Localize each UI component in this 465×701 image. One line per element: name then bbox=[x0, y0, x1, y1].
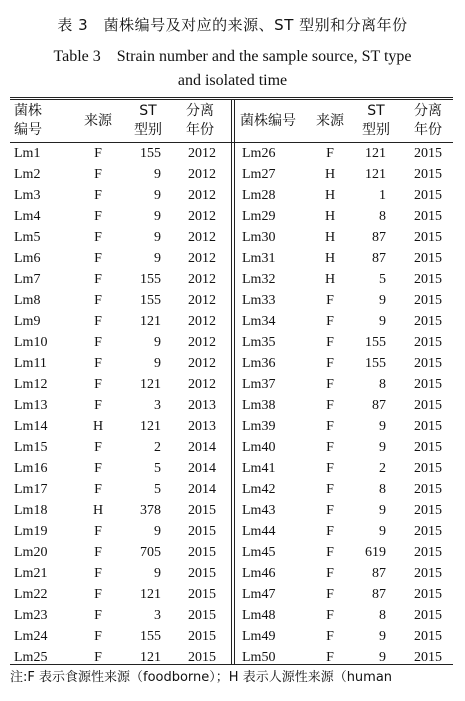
header-st-type-left bbox=[128, 101, 168, 141]
header-st-line2: 型别 bbox=[134, 122, 162, 138]
cell-year: 2012 bbox=[188, 272, 216, 287]
cell-source: F bbox=[94, 272, 102, 287]
cell-strain: Lm5 bbox=[14, 230, 41, 245]
cell-st-type: 8 bbox=[379, 482, 386, 497]
cell-year: 2014 bbox=[188, 461, 216, 476]
table-row bbox=[0, 185, 465, 206]
cell-source: F bbox=[94, 650, 102, 665]
cell-source: F bbox=[94, 440, 102, 455]
header-year-line1: 分离 bbox=[186, 103, 214, 119]
cell-strain: Lm10 bbox=[14, 335, 48, 350]
table-row bbox=[0, 563, 465, 584]
cell-source: H bbox=[324, 209, 336, 224]
cell-source: H bbox=[324, 167, 336, 182]
cell-year: 2015 bbox=[188, 503, 216, 518]
cell-source: F bbox=[326, 629, 334, 644]
cell-year: 2015 bbox=[414, 545, 442, 560]
cell-st-type: 9 bbox=[154, 209, 161, 224]
cell-source: F bbox=[326, 356, 334, 371]
cell-st-type: 87 bbox=[372, 566, 386, 581]
cell-st-type: 9 bbox=[379, 293, 386, 308]
cell-st-type: 121 bbox=[140, 650, 161, 665]
cell-strain: Lm36 bbox=[242, 356, 276, 371]
cell-year: 2015 bbox=[414, 503, 442, 518]
cell-source: F bbox=[94, 146, 102, 161]
table-row bbox=[0, 542, 465, 563]
cell-source: F bbox=[94, 167, 102, 182]
cell-source: F bbox=[94, 545, 102, 560]
cell-st-type: 9 bbox=[379, 440, 386, 455]
cell-source: F bbox=[326, 650, 334, 665]
cell-st-type: 121 bbox=[140, 377, 161, 392]
cell-st-type: 87 bbox=[372, 587, 386, 602]
table-row bbox=[0, 311, 465, 332]
header-year-line2: 年份 bbox=[414, 122, 442, 138]
cell-strain: Lm15 bbox=[14, 440, 48, 455]
table-row bbox=[0, 164, 465, 185]
cell-strain: Lm44 bbox=[242, 524, 276, 539]
table-body bbox=[0, 143, 465, 668]
cell-year: 2015 bbox=[414, 356, 442, 371]
table-row bbox=[0, 437, 465, 458]
cell-source: F bbox=[94, 335, 102, 350]
cell-year: 2012 bbox=[188, 356, 216, 371]
cell-year: 2012 bbox=[188, 230, 216, 245]
cell-source: F bbox=[94, 356, 102, 371]
cell-source: F bbox=[326, 545, 334, 560]
cell-year: 2012 bbox=[188, 335, 216, 350]
header-year-line2: 年份 bbox=[186, 122, 214, 138]
cell-strain: Lm16 bbox=[14, 461, 48, 476]
cell-year: 2015 bbox=[414, 440, 442, 455]
cell-st-type: 378 bbox=[140, 503, 161, 518]
table-row bbox=[0, 143, 465, 164]
table-row bbox=[0, 416, 465, 437]
cell-st-type: 155 bbox=[140, 293, 161, 308]
table-row bbox=[0, 647, 465, 668]
cell-strain: Lm14 bbox=[14, 419, 48, 434]
cell-st-type: 121 bbox=[140, 314, 161, 329]
cell-st-type: 9 bbox=[154, 167, 161, 182]
cell-source: F bbox=[94, 524, 102, 539]
header-source-left bbox=[78, 101, 118, 141]
cell-st-type: 121 bbox=[140, 587, 161, 602]
cell-strain: Lm23 bbox=[14, 608, 48, 623]
cell-st-type: 619 bbox=[365, 545, 386, 560]
cell-strain: Lm20 bbox=[14, 545, 48, 560]
header-strain-number-right bbox=[240, 101, 308, 141]
header-year-left bbox=[180, 101, 220, 141]
cell-strain: Lm24 bbox=[14, 629, 48, 644]
cell-year: 2012 bbox=[188, 251, 216, 266]
cell-strain: Lm32 bbox=[242, 272, 276, 287]
cell-source: F bbox=[326, 566, 334, 581]
cell-strain: Lm29 bbox=[242, 209, 276, 224]
cell-year: 2015 bbox=[188, 629, 216, 644]
cell-st-type: 155 bbox=[365, 356, 386, 371]
cell-source: H bbox=[324, 188, 336, 203]
table-footnote: 注:F 表示食源性来源（foodborne）；H 表示人源性来源（human bbox=[10, 670, 393, 685]
cell-strain: Lm27 bbox=[242, 167, 276, 182]
cell-source: F bbox=[326, 461, 334, 476]
table-row bbox=[0, 626, 465, 647]
table-row bbox=[0, 395, 465, 416]
cell-year: 2014 bbox=[188, 482, 216, 497]
cell-st-type: 3 bbox=[154, 398, 161, 413]
cell-st-type: 8 bbox=[379, 377, 386, 392]
cell-source: F bbox=[326, 482, 334, 497]
cell-source: F bbox=[326, 335, 334, 350]
cell-source: F bbox=[326, 608, 334, 623]
cell-st-type: 5 bbox=[379, 272, 386, 287]
cell-year: 2013 bbox=[188, 419, 216, 434]
cell-strain: Lm9 bbox=[14, 314, 41, 329]
cell-strain: Lm43 bbox=[242, 503, 276, 518]
cell-strain: Lm40 bbox=[242, 440, 276, 455]
cell-st-type: 9 bbox=[154, 188, 161, 203]
cell-st-type: 87 bbox=[372, 398, 386, 413]
table-row bbox=[0, 227, 465, 248]
table-row bbox=[0, 269, 465, 290]
cell-source: F bbox=[326, 587, 334, 602]
cell-year: 2015 bbox=[188, 566, 216, 581]
cell-strain: Lm42 bbox=[242, 482, 276, 497]
cell-year: 2015 bbox=[414, 650, 442, 665]
header-year-right bbox=[408, 101, 448, 141]
cell-strain: Lm25 bbox=[14, 650, 48, 665]
cell-strain: Lm39 bbox=[242, 419, 276, 434]
table-row bbox=[0, 290, 465, 311]
cell-source: F bbox=[94, 377, 102, 392]
cell-strain: Lm34 bbox=[242, 314, 276, 329]
cell-st-type: 705 bbox=[140, 545, 161, 560]
cell-strain: Lm21 bbox=[14, 566, 48, 581]
cell-year: 2015 bbox=[414, 419, 442, 434]
cell-source: F bbox=[326, 377, 334, 392]
cell-strain: Lm3 bbox=[14, 188, 41, 203]
header-st-type-right bbox=[356, 101, 396, 141]
cell-source: F bbox=[94, 293, 102, 308]
cell-source: F bbox=[94, 461, 102, 476]
cell-year: 2015 bbox=[414, 629, 442, 644]
cell-strain: Lm50 bbox=[242, 650, 276, 665]
header-source-label: 来源 bbox=[316, 112, 344, 129]
table-row bbox=[0, 353, 465, 374]
cell-st-type: 1 bbox=[379, 188, 386, 203]
cell-st-type: 9 bbox=[154, 566, 161, 581]
cell-st-type: 9 bbox=[154, 230, 161, 245]
cell-st-type: 5 bbox=[154, 461, 161, 476]
cell-year: 2015 bbox=[188, 650, 216, 665]
cell-st-type: 9 bbox=[379, 524, 386, 539]
cell-year: 2015 bbox=[414, 398, 442, 413]
cell-year: 2015 bbox=[414, 209, 442, 224]
cell-year: 2015 bbox=[414, 461, 442, 476]
cell-strain: Lm26 bbox=[242, 146, 276, 161]
cell-year: 2015 bbox=[414, 335, 442, 350]
cell-st-type: 9 bbox=[154, 251, 161, 266]
cell-source: F bbox=[94, 566, 102, 581]
header-strain-line2: 编号 bbox=[14, 122, 42, 138]
cell-strain: Lm38 bbox=[242, 398, 276, 413]
header-st-line1: ST bbox=[367, 103, 385, 119]
cell-strain: Lm33 bbox=[242, 293, 276, 308]
cell-source: H bbox=[324, 251, 336, 266]
table-row bbox=[0, 206, 465, 227]
cell-strain: Lm13 bbox=[14, 398, 48, 413]
cell-st-type: 155 bbox=[140, 272, 161, 287]
cell-source: F bbox=[94, 209, 102, 224]
cell-year: 2014 bbox=[188, 440, 216, 455]
table-top-rule bbox=[10, 97, 453, 98]
cell-strain: Lm41 bbox=[242, 461, 276, 476]
cell-year: 2015 bbox=[414, 314, 442, 329]
cell-year: 2015 bbox=[414, 188, 442, 203]
cell-year: 2015 bbox=[414, 377, 442, 392]
cell-st-type: 9 bbox=[379, 503, 386, 518]
cell-source: H bbox=[92, 419, 104, 434]
header-st-line1: ST bbox=[139, 103, 157, 119]
cell-strain: Lm48 bbox=[242, 608, 276, 623]
cell-year: 2015 bbox=[414, 167, 442, 182]
cell-strain: Lm19 bbox=[14, 524, 48, 539]
cell-source: F bbox=[326, 503, 334, 518]
cell-st-type: 8 bbox=[379, 209, 386, 224]
table-row bbox=[0, 458, 465, 479]
cell-year: 2012 bbox=[188, 293, 216, 308]
table-row bbox=[0, 605, 465, 626]
cell-st-type: 9 bbox=[379, 650, 386, 665]
cell-st-type: 2 bbox=[154, 440, 161, 455]
cell-strain: Lm6 bbox=[14, 251, 41, 266]
cell-st-type: 3 bbox=[154, 608, 161, 623]
header-st-line2: 型别 bbox=[362, 122, 390, 138]
header-strain-label: 菌株编号 bbox=[240, 112, 296, 129]
cell-strain: Lm28 bbox=[242, 188, 276, 203]
cell-strain: Lm12 bbox=[14, 377, 48, 392]
cell-st-type: 8 bbox=[379, 608, 386, 623]
cell-strain: Lm8 bbox=[14, 293, 41, 308]
cell-year: 2012 bbox=[188, 314, 216, 329]
cell-source: H bbox=[324, 272, 336, 287]
cell-year: 2015 bbox=[414, 587, 442, 602]
cell-source: F bbox=[94, 188, 102, 203]
cell-source: F bbox=[326, 524, 334, 539]
cell-year: 2015 bbox=[188, 524, 216, 539]
cell-st-type: 87 bbox=[372, 230, 386, 245]
table-title-english-line1: Table 3 Strain number and the sample source, ST type bbox=[53, 48, 412, 65]
cell-strain: Lm31 bbox=[242, 251, 276, 266]
cell-st-type: 121 bbox=[140, 419, 161, 434]
header-source-right bbox=[310, 101, 350, 141]
cell-year: 2015 bbox=[414, 230, 442, 245]
header-strain-line1: 菌株 bbox=[14, 103, 42, 119]
table-row bbox=[0, 500, 465, 521]
cell-year: 2012 bbox=[188, 377, 216, 392]
cell-st-type: 87 bbox=[372, 251, 386, 266]
cell-strain: Lm7 bbox=[14, 272, 41, 287]
cell-strain: Lm47 bbox=[242, 587, 276, 602]
cell-year: 2012 bbox=[188, 209, 216, 224]
cell-year: 2013 bbox=[188, 398, 216, 413]
cell-year: 2015 bbox=[188, 587, 216, 602]
cell-year: 2015 bbox=[414, 482, 442, 497]
cell-source: F bbox=[94, 314, 102, 329]
cell-strain: Lm49 bbox=[242, 629, 276, 644]
cell-year: 2015 bbox=[414, 524, 442, 539]
table-row bbox=[0, 521, 465, 542]
cell-source: F bbox=[326, 146, 334, 161]
cell-st-type: 9 bbox=[379, 419, 386, 434]
cell-st-type: 9 bbox=[154, 524, 161, 539]
cell-st-type: 155 bbox=[140, 629, 161, 644]
cell-strain: Lm45 bbox=[242, 545, 276, 560]
cell-st-type: 2 bbox=[379, 461, 386, 476]
table-row bbox=[0, 374, 465, 395]
cell-source: F bbox=[94, 629, 102, 644]
table-row bbox=[0, 479, 465, 500]
cell-source: F bbox=[94, 482, 102, 497]
cell-strain: Lm30 bbox=[242, 230, 276, 245]
cell-year: 2015 bbox=[414, 293, 442, 308]
cell-year: 2012 bbox=[188, 167, 216, 182]
cell-source: F bbox=[94, 251, 102, 266]
cell-strain: Lm37 bbox=[242, 377, 276, 392]
cell-year: 2015 bbox=[414, 272, 442, 287]
cell-strain: Lm18 bbox=[14, 503, 48, 518]
header-year-line1: 分离 bbox=[414, 103, 442, 119]
cell-strain: Lm11 bbox=[14, 356, 47, 371]
cell-st-type: 9 bbox=[379, 629, 386, 644]
cell-source: F bbox=[326, 440, 334, 455]
cell-st-type: 121 bbox=[365, 146, 386, 161]
cell-year: 2015 bbox=[414, 566, 442, 581]
cell-st-type: 155 bbox=[140, 146, 161, 161]
cell-year: 2015 bbox=[188, 545, 216, 560]
cell-strain: Lm35 bbox=[242, 335, 276, 350]
cell-source: H bbox=[92, 503, 104, 518]
cell-source: F bbox=[94, 230, 102, 245]
cell-year: 2015 bbox=[188, 608, 216, 623]
cell-year: 2015 bbox=[414, 251, 442, 266]
cell-year: 2015 bbox=[414, 146, 442, 161]
cell-year: 2015 bbox=[414, 608, 442, 623]
cell-st-type: 121 bbox=[365, 167, 386, 182]
table-title-chinese: 表 3 菌株编号及对应的来源、ST 型别和分离年份 bbox=[57, 16, 408, 34]
cell-strain: Lm22 bbox=[14, 587, 48, 602]
table-row bbox=[0, 248, 465, 269]
table-row bbox=[0, 584, 465, 605]
cell-source: F bbox=[326, 314, 334, 329]
cell-strain: Lm17 bbox=[14, 482, 48, 497]
cell-source: F bbox=[94, 608, 102, 623]
cell-source: F bbox=[326, 293, 334, 308]
header-source-label: 来源 bbox=[84, 112, 112, 129]
cell-st-type: 9 bbox=[154, 356, 161, 371]
cell-source: F bbox=[94, 398, 102, 413]
cell-source: F bbox=[326, 419, 334, 434]
header-strain-number-left bbox=[14, 101, 58, 141]
cell-strain: Lm2 bbox=[14, 167, 41, 182]
cell-strain: Lm1 bbox=[14, 146, 41, 161]
cell-source: H bbox=[324, 230, 336, 245]
cell-year: 2012 bbox=[188, 188, 216, 203]
cell-source: F bbox=[326, 398, 334, 413]
cell-st-type: 155 bbox=[365, 335, 386, 350]
cell-st-type: 9 bbox=[379, 314, 386, 329]
cell-strain: Lm46 bbox=[242, 566, 276, 581]
table-title-english-line2: and isolated time bbox=[177, 72, 288, 89]
cell-st-type: 9 bbox=[154, 335, 161, 350]
cell-strain: Lm4 bbox=[14, 209, 41, 224]
cell-year: 2012 bbox=[188, 146, 216, 161]
cell-st-type: 5 bbox=[154, 482, 161, 497]
table-row bbox=[0, 332, 465, 353]
cell-source: F bbox=[94, 587, 102, 602]
